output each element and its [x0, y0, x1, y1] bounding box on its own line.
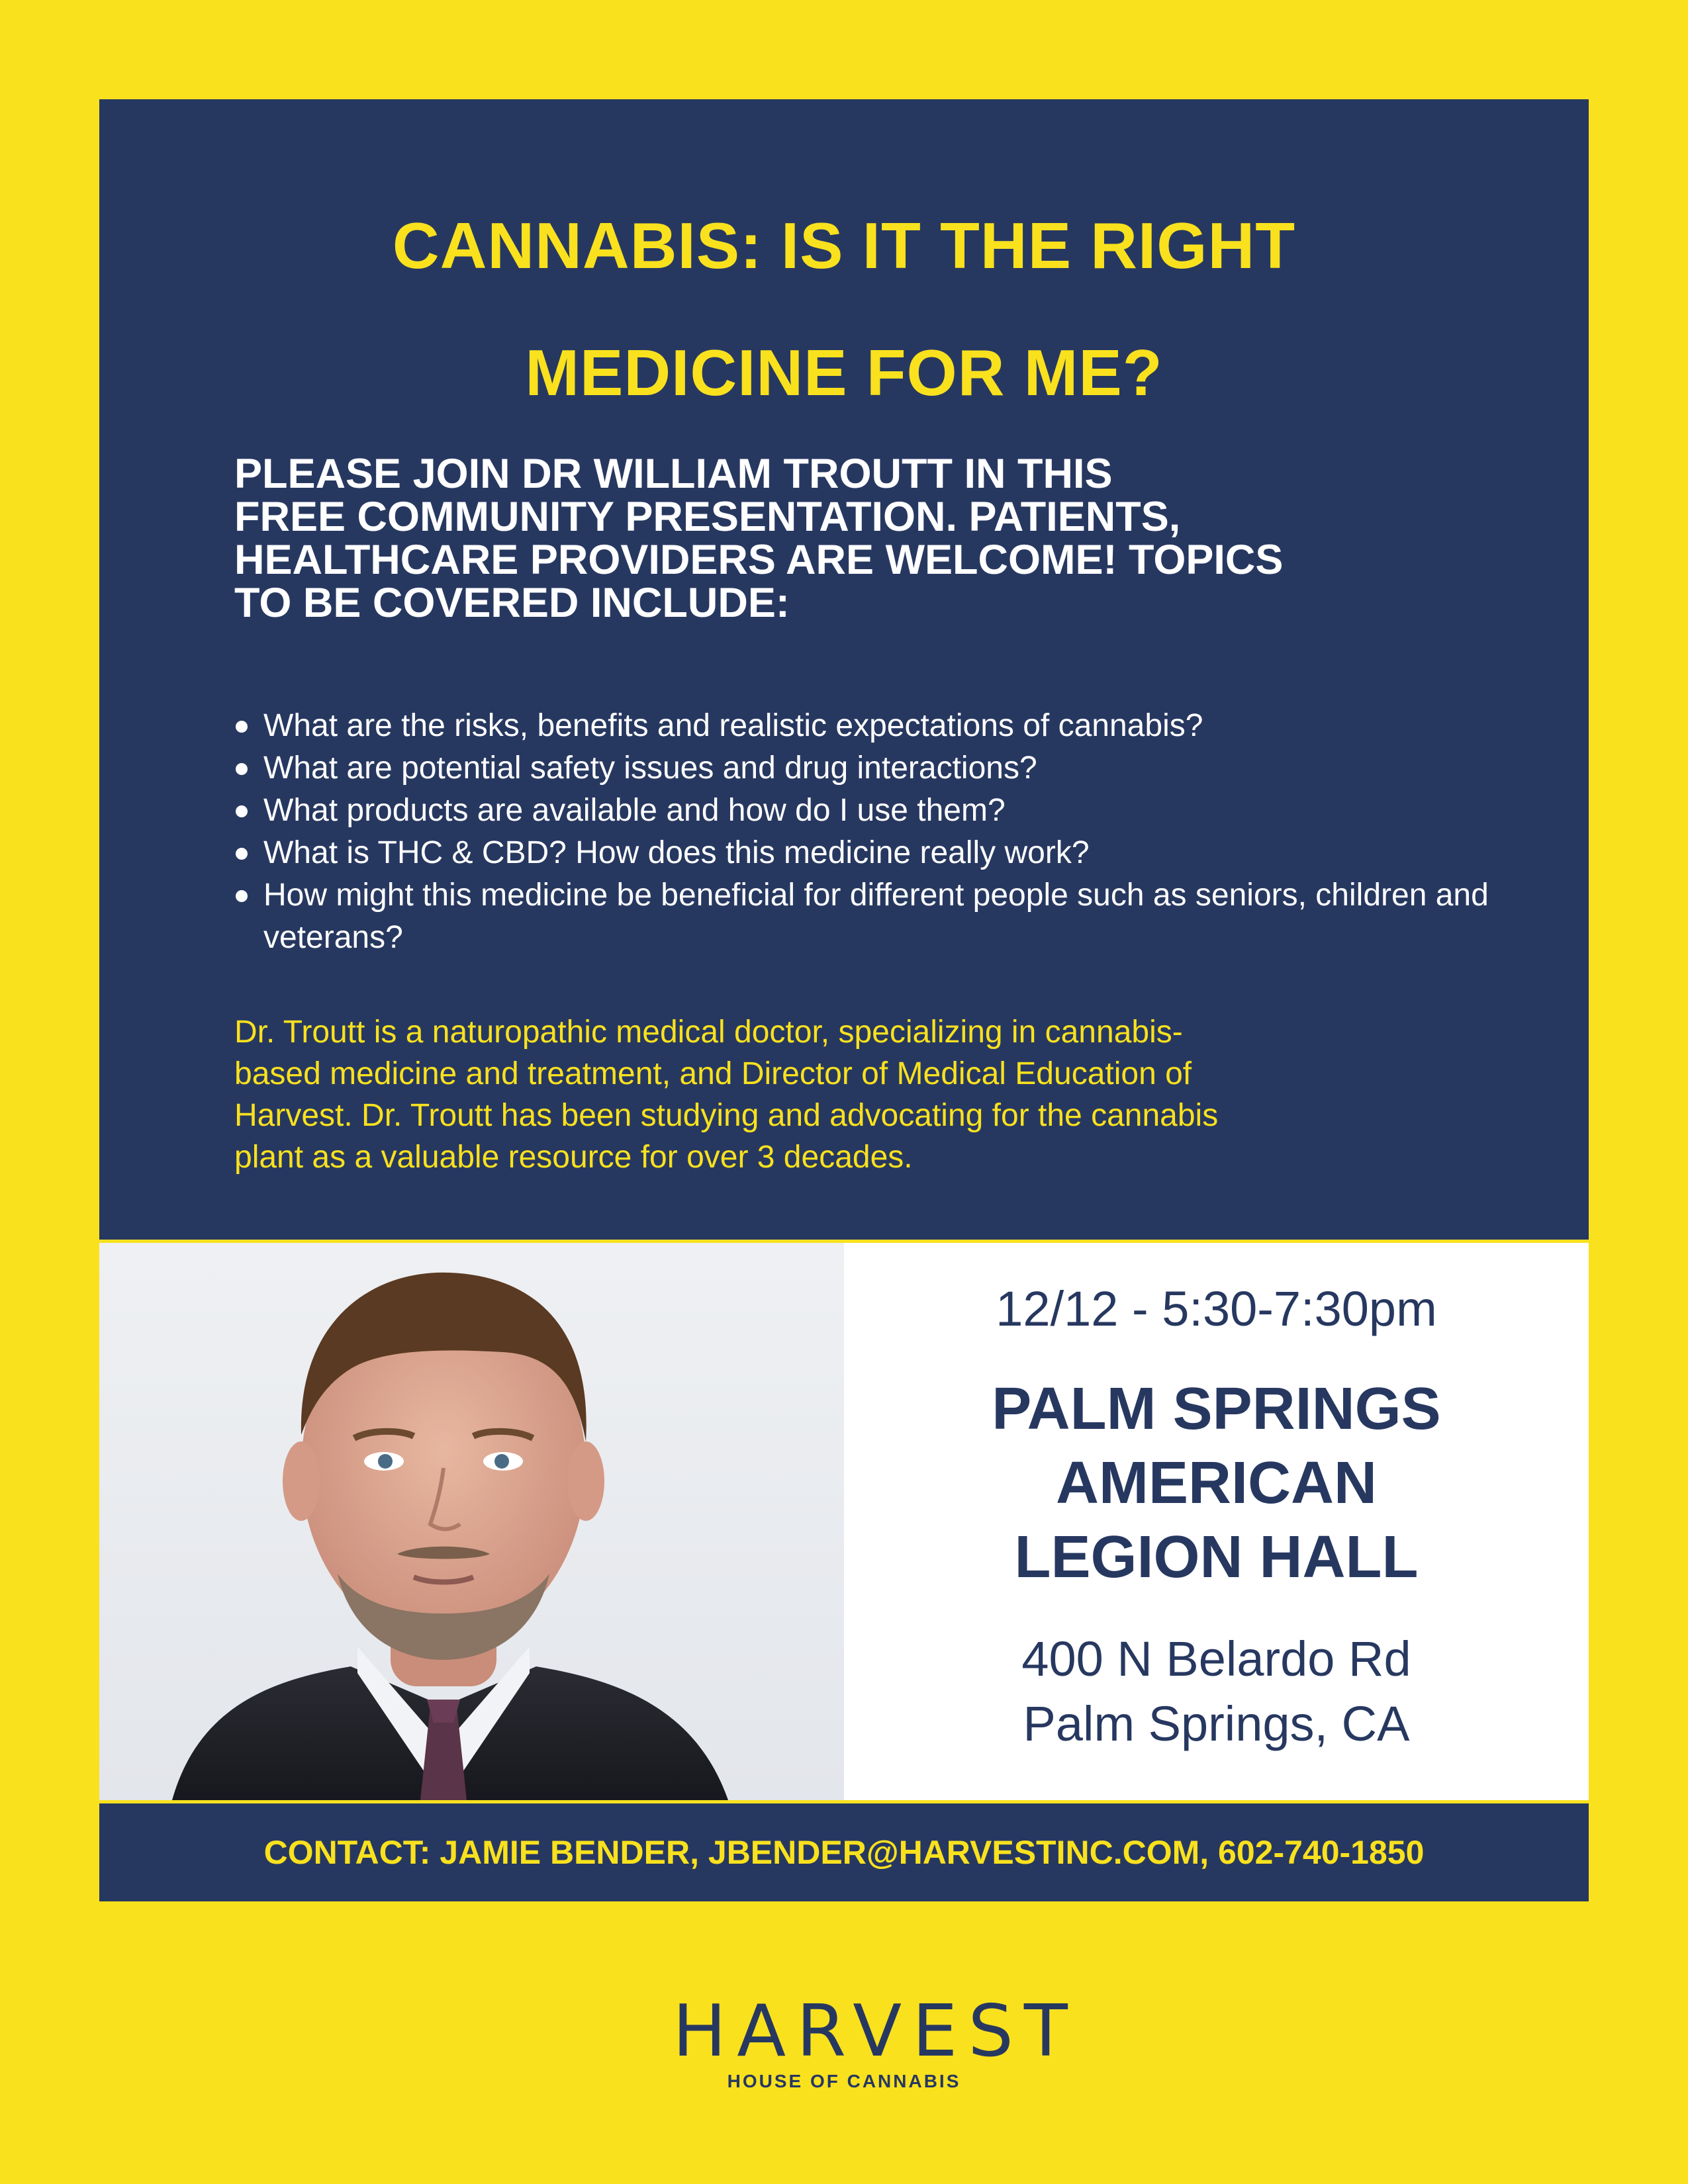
address-line-2: Palm Springs, CA	[1023, 1696, 1410, 1751]
logo-wordmark: HARVEST	[673, 1990, 1078, 2073]
speaker-bio	[234, 1011, 1492, 1178]
event-details	[844, 1243, 1589, 1800]
event-date-time: 12/12 - 5:30-7:30pm	[996, 1281, 1437, 1336]
intro-text	[234, 453, 1492, 625]
venue-line-2: AMERICAN	[1056, 1450, 1377, 1516]
intro-line-1: PLEASE JOIN DR WILLIAM TROUTT IN THIS	[234, 451, 1113, 497]
title-line-2: MEDICINE FOR ME?	[525, 336, 1163, 409]
intro-line-2: FREE COMMUNITY PRESENTATION. PATIENTS,	[234, 494, 1181, 540]
flyer-title	[99, 182, 1589, 436]
harvest-logo	[662, 1990, 1078, 2092]
intro-line-3: HEALTHCARE PROVIDERS ARE WELCOME! TOPICS	[234, 537, 1284, 583]
intro-line-4: TO BE COVERED INCLUDE:	[234, 580, 790, 626]
topics-list	[234, 705, 1492, 959]
topic-item: What is THC & CBD? How does this medicine really work?	[234, 832, 1492, 874]
venue-line-1: PALM SPRINGS	[992, 1376, 1441, 1442]
speaker-photo	[99, 1243, 844, 1800]
bio-line-4: plant as a valuable resource for over 3 decades.	[234, 1140, 913, 1175]
contact-bar	[99, 1803, 1589, 1901]
venue-name	[844, 1372, 1589, 1594]
topic-item: What products are available and how do I use them?	[234, 790, 1492, 832]
title-line-1: CANNABIS: IS IT THE RIGHT	[392, 209, 1296, 282]
topic-item: What are potential safety issues and drug interactions?	[234, 747, 1492, 790]
venue-line-3: LEGION HALL	[1014, 1524, 1419, 1590]
topic-item: What are the risks, benefits and realistic expectations of cannabis?	[234, 705, 1492, 747]
address-line-1: 400 N Belardo Rd	[1021, 1631, 1411, 1686]
venue-address	[844, 1627, 1589, 1756]
bio-line-3: Harvest. Dr. Troutt has been studying and advocating for the cannabis	[234, 1098, 1219, 1133]
logo-tagline: HOUSE OF CANNABIS	[727, 2071, 961, 2091]
bio-line-2: based medicine and treatment, and Director of Medical Education of	[234, 1056, 1192, 1091]
topic-item: How might this medicine be beneficial for different people such as seniors, children and veterans?	[234, 874, 1492, 959]
bio-line-1: Dr. Troutt is a naturopathic medical doctor, specializing in cannabis-	[234, 1015, 1183, 1050]
contact-info: CONTACT: JAMIE BENDER, JBENDER@HARVESTINC.COM, 602-740-1850	[263, 1834, 1425, 1871]
speaker-portrait-illustration	[99, 1243, 844, 1800]
